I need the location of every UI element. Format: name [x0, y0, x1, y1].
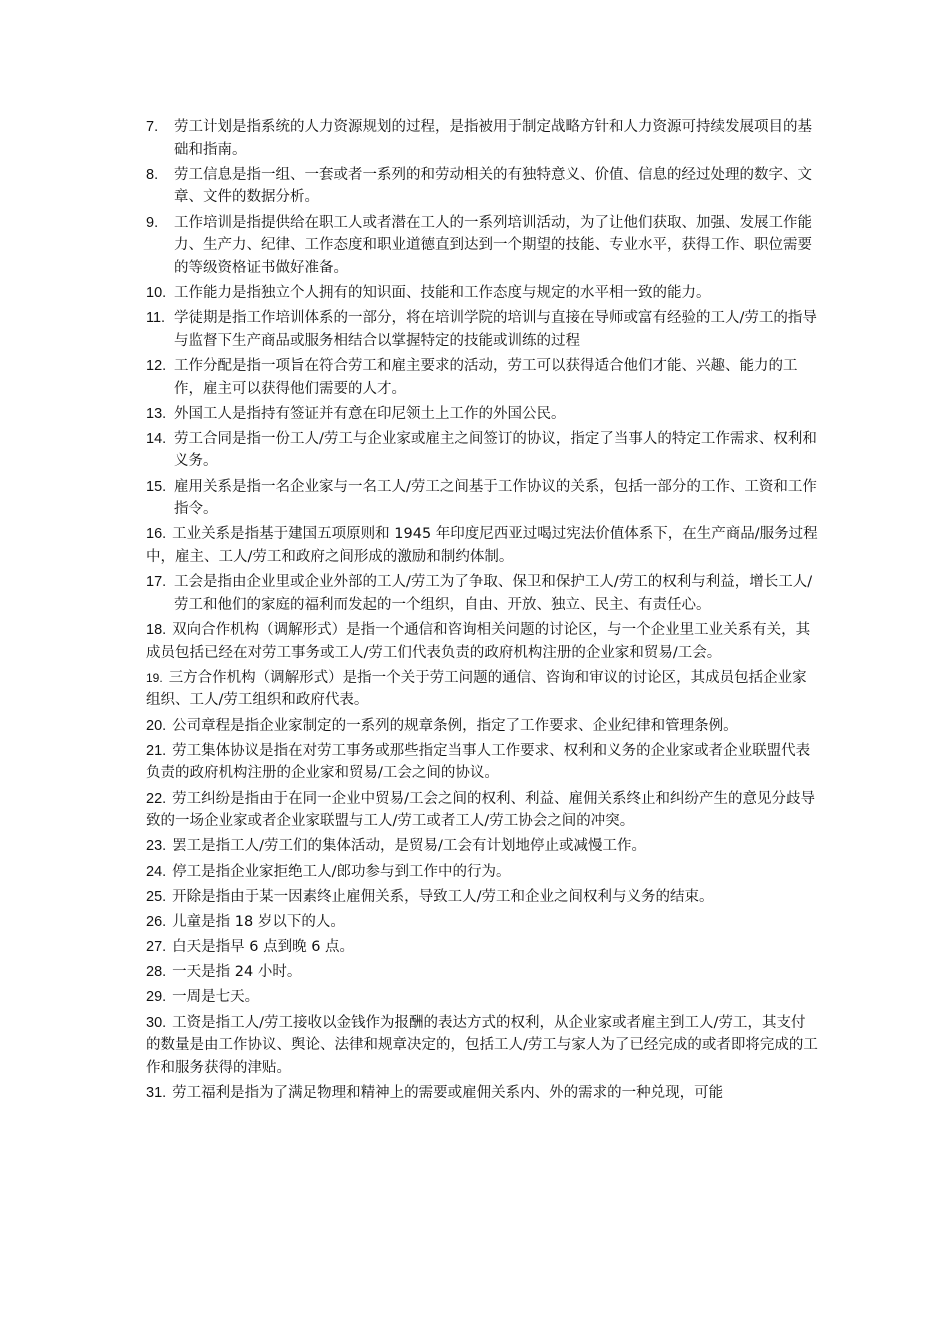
item-text: 开除是指由于某一因素终止雇佣关系，导致工人/劳工和企业之间权利与义务的结束。 — [172, 888, 714, 905]
document-body — [146, 116, 818, 1107]
item-number: 12. — [146, 357, 167, 374]
item-text: 一周是七天。 — [172, 989, 260, 1006]
item-text: 一天是指 24 小时。 — [172, 964, 302, 981]
item-number: 8. — [146, 166, 159, 183]
item-number: 15. — [146, 478, 167, 495]
item-number: 10. — [146, 284, 167, 301]
list-item — [146, 1082, 818, 1105]
item-text: 劳工纠纷是指由于在同一企业中贸易/工会之间的权利、利益、雇佣关系终止和纠纷产生的意见分歧导致的一场企业家或者企业家联盟与工人/劳工或者工人/劳工协会之间的冲突。 — [146, 790, 816, 830]
item-number: 21. — [146, 742, 167, 759]
item-number: 14. — [146, 430, 167, 447]
list-item — [146, 715, 818, 738]
list-item — [146, 307, 818, 352]
item-text: 停工是指企业家拒绝工人/郎功参与到工作中的行为。 — [172, 863, 511, 880]
item-number: 16. — [146, 526, 167, 543]
item-text: 劳工信息是指一组、一套或者一系列的和劳动相关的有独特意义、价值、信息的经过处理的数字、文章、文件的数据分析。 — [174, 166, 812, 206]
item-number: 17. — [146, 574, 167, 591]
item-number: 30. — [146, 1014, 167, 1031]
item-number: 18. — [146, 622, 167, 638]
list-item — [146, 523, 818, 568]
item-text: 劳工合同是指一份工人/劳工与企业家或雇主之间签订的协议，指定了当事人的特定工作需求、权利和义务。 — [174, 430, 817, 470]
item-number: 28. — [146, 964, 167, 981]
list-item — [146, 740, 818, 785]
list-item — [146, 428, 818, 473]
item-text: 双向合作机构（调解形式）是指一个通信和咨询相关问题的讨论区，与一个企业里工业关系有关，其成员包括已经在对劳工事务或工人/劳工们代表负责的政府机构注册的企业家和贸易/工会。 — [146, 622, 811, 661]
item-number: 11. — [146, 310, 166, 327]
item-number: 25. — [146, 888, 167, 905]
item-number: 19. — [146, 670, 163, 685]
list-item — [146, 619, 818, 664]
item-text: 学徒期是指工作培训体系的一部分，将在培训学院的培训与直接在导师或富有经验的工人/劳工的指导与监督下生产商品或服务相结合以掌握特定的技能或训练的过程 — [174, 310, 817, 349]
item-number: 23. — [146, 838, 167, 855]
item-text: 儿童是指 18 岁以下的人。 — [172, 913, 345, 930]
item-text: 外国工人是指持有签证并有意在印尼领土上工作的外国公民。 — [174, 405, 566, 422]
list-item — [146, 911, 818, 934]
list-item — [146, 282, 818, 305]
list-item — [146, 835, 818, 858]
list-item — [146, 961, 818, 984]
list-item — [146, 788, 818, 833]
item-number: 24. — [146, 863, 167, 880]
list-item — [146, 667, 818, 712]
item-number: 9. — [146, 214, 159, 231]
item-number: 7. — [146, 119, 159, 135]
list-item — [146, 936, 818, 959]
list-item — [146, 861, 818, 884]
list-item — [146, 986, 818, 1009]
item-number: 31. — [146, 1085, 167, 1101]
list-item — [146, 571, 818, 616]
item-number: 20. — [146, 717, 167, 734]
item-text: 劳工集体协议是指在对劳工事务或那些指定当事人工作要求、权利和义务的企业家或者企业联盟代表负责的政府机构注册的企业家和贸易/工会之间的协议。 — [146, 742, 811, 782]
list-item — [146, 355, 818, 400]
item-number: 22. — [146, 790, 167, 807]
item-number: 29. — [146, 989, 167, 1006]
list-item — [146, 164, 818, 209]
item-text: 雇用关系是指一名企业家与一名工人/劳工之间基于工作协议的关系，包括一部分的工作、工资和工作指令。 — [174, 478, 817, 518]
list-item — [146, 476, 818, 521]
item-text: 劳工福利是指为了满足物理和精神上的需要或雇佣关系内、外的需求的一种兑现，可能 — [172, 1085, 724, 1101]
list-item — [146, 403, 818, 426]
list-item — [146, 886, 818, 909]
item-text: 工作能力是指独立个人拥有的知识面、技能和工作态度与规定的水平相一致的能力。 — [174, 284, 711, 301]
item-number: 26. — [146, 913, 167, 930]
item-number: 13. — [146, 405, 167, 422]
list-item — [146, 116, 818, 161]
list-item — [146, 212, 818, 280]
item-text: 三方合作机构（调解形式）是指一个关于劳工问题的通信、咨询和审议的讨论区，其成员包括企业家组织、工人/劳工组织和政府代表。 — [146, 669, 807, 709]
item-text: 工会是指由企业里或企业外部的工人/劳工为了争取、保卫和保护工人/劳工的权利与利益，增长工人/劳工和他们的家庭的福利而发起的一个组织，自由、开放、独立、民主、有责任心。 — [174, 574, 813, 613]
item-number: 27. — [146, 939, 167, 956]
item-text: 工作培训是指提供给在职工人或者潜在工人的一系列培训活动，为了让他们获取、加强、发展工作能力、生产力、纪律、工作态度和职业道德直到达到一个期望的技能、专业水平，获得工作、职位需要的等级资格证书做好准备。 — [174, 214, 812, 276]
item-text: 罢工是指工人/劳工们的集体活动，是贸易/工会有计划地停止或减慢工作。 — [172, 838, 646, 855]
list-item — [146, 1012, 818, 1080]
item-text: 工业关系是指基于建国五项原则和 1945 年印度尼西亚过喝过宪法价值体系下，在生产商品/服务过程中，雇主、工人/劳工和政府之间形成的激励和制约体制。 — [146, 526, 818, 566]
item-text: 工作分配是指一项旨在符合劳工和雇主要求的活动，劳工可以获得适合他们才能、兴趣、能力的工作，雇主可以获得他们需要的人才。 — [174, 357, 798, 397]
item-text: 劳工计划是指系统的人力资源规划的过程，是指被用于制定战略方针和人力资源可持续发展项目的基础和指南。 — [174, 119, 812, 158]
item-text: 白天是指早 6 点到晚 6 点。 — [172, 939, 355, 956]
item-text: 工资是指工人/劳工接收以金钱作为报酬的表达方式的权利，从企业家或者雇主到工人/劳工，其支付的数量是由工作协议、舆论、法律和规章决定的，包括工人/劳工与家人为了已经完成的或者即将完成的工作和服务获得的津贴。 — [146, 1014, 818, 1076]
item-text: 公司章程是指企业家制定的一系列的规章条例，指定了工作要求、企业纪律和管理条例。 — [172, 717, 738, 734]
